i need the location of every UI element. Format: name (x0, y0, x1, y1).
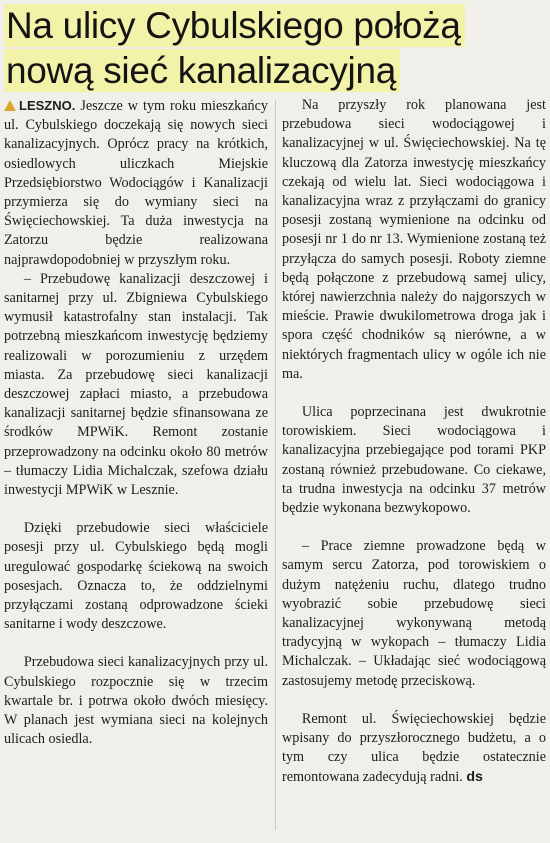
left-column (4, 96, 268, 836)
column-divider (275, 100, 276, 830)
paragraph-tracks: Ulica poprzecinana jest dwukrotnie torowiskiem. Sieci wodociągowa i kanalizacyjna przebiegające pod torami PKP zostaną również przebudowane. Co ciekawe, ta trudna inwestycja na odcinku 37 metrów będzie wykonana bezwykopowo. (282, 404, 546, 517)
lead-text: Jeszcze w tym roku mieszkańcy ul. Cybulskiego doczekają się nowych sieci kanalizacyjnych. Oprócz pracy na krótkich, osiedlowych uliczkach Miejskie Przedsiębiorstwo Wodociągów i Kanalizacji przymierza się do wymiany sieci na Święciechowskiej. Ta duża inwestycja na Zatorzu będzie realizowana najprawdopodobniej w przyszłym roku. (4, 98, 268, 268)
paragraph-schedule: Przebudowa sieci kanalizacyjnych przy ul. Cybulskiego rozpocznie się w trzecim kwartale br. i potrwa około dwóch miesięcy. W planach jest wymiana sieci na kolejnych ulicach osiedla. (4, 654, 268, 748)
dateline-triangle-icon (4, 100, 16, 111)
paragraph-trenchless: – Prace ziemne prowadzone będą w samym sercu Zatorza, pod torowiskiem o dużym natężeniu ruchu, dlatego trudno wyobrazić sobie przebudowę sieci kanalizacyjnej wykonywaną metodą tradycyjną w wykopach – tłumaczy Lidia Michalczak. – Układając sieć wodociągową zastosujemy metodę przeciskową. (282, 538, 546, 689)
lead-paragraph (4, 96, 268, 270)
author-signature: ds (466, 768, 483, 785)
paragraph-budget (282, 710, 546, 787)
paragraph-owners: Dzięki przebudowie sieci właściciele posesji przy ul. Cybulskiego będą mogli uregulować gospodarkę ściekową na swoich posesjach. Oznacza to, że oddzielnymi przyłączami zostaną odprowadzone ścieki sanitarne i wody deszczowe. (4, 520, 268, 633)
paragraph-quote-michalczak: – Przebudowę kanalizacji deszczowej i sanitarnej przy ul. Zbigniewa Cybulskiego wymusił katastrofalny stan instalacji. Tak potrzebną mieszkańcom inwestycję będziemy realizowali w porozumieniu z urzędem miasta. Za przebudowę sieci kanalizacji deszczowej zapłaci miasto, a przebudowa kanalizacji sanitarnej będzie sfinansowana ze środków MPWiK. Remont zostanie przeprowadzony na odcinku około 80 metrów – tłumaczy Lidia Michalczak, szefowa działu inwestycji MPWiK w Lesznie. (4, 270, 268, 499)
budget-text: Remont ul. Święciechowskiej będzie wpisany do przyszłorocznego budżetu, a o tym czy ulica będzie ostatecznie remontowana zadecydują radni. (282, 710, 546, 785)
right-column (282, 96, 546, 836)
headline-line-2: nową sieć kanalizacyjną (4, 49, 400, 92)
article-body (4, 96, 544, 836)
headline (4, 4, 544, 92)
headline-line-1: Na ulicy Cybulskiego położą (4, 4, 465, 47)
paragraph-swieciechowska: Na przyszły rok planowana jest przebudowa sieci wodociągowej i kanalizacyjnej w ul. Święciechowskiej. Na tę kluczową dla Zatorza inwestycję mieszkańcy czekają od wielu lat. Sieci wodociągowa i kanalizacyjna wraz z przyłączami do granicy posesji zostaną wymienione na odcinku od posesji nr 1 do nr 13. Wymienione zostaną też przyłącza do samych posesji. Roboty ziemne będą połączone z przebudową samej ulicy, której nawierzchnia należy do najgorszych w mieście. Prawie dwukilometrowa droga jak i spora część chodników są nierówne, a w niektórych fragmentach ulicy w ogóle ich nie ma. (282, 97, 546, 382)
dateline: LESZNO. (19, 98, 76, 113)
